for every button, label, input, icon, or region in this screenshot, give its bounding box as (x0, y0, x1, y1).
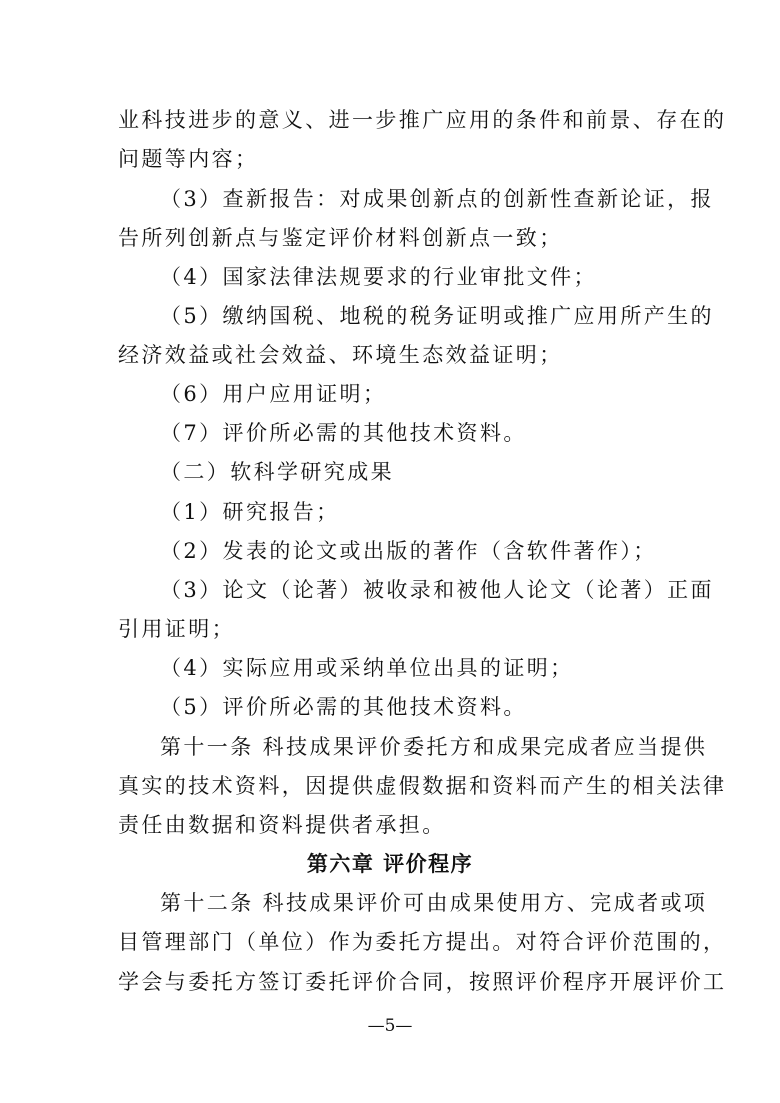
section-subheading: （二）软科学研究成果 (160, 460, 394, 484)
list-item-line: （3）查新报告：对成果创新点的创新性查新论证，报 (160, 187, 714, 211)
page-number: —5— (367, 1016, 413, 1036)
list-item-line: （2）发表的论文或出版的著作（含软件著作）； (160, 539, 657, 563)
paragraph-line: 引用证明； (118, 617, 235, 641)
paragraph-line: 告所列创新点与鉴定评价材料创新点一致； (118, 226, 563, 250)
list-item-line: （5）缴纳国税、地税的税务证明或推广应用所产生的 (160, 304, 714, 328)
list-item-line: （1）研究报告； (160, 500, 340, 524)
paragraph-line: 问题等内容； (118, 147, 259, 171)
paragraph-line: 业科技进步的意义、进一步推广应用的条件和前景、存在的 (118, 108, 727, 132)
paragraph-line: 真实的技术资料，因提供虚假数据和资料而产生的相关法律 (118, 774, 727, 798)
list-item-line: （7）评价所必需的其他技术资料。 (160, 421, 527, 445)
article-line: 第十一条 科技成果评价委托方和成果完成者应当提供 (160, 735, 708, 759)
list-item-line: （4）国家法律法规要求的行业审批文件； (160, 265, 597, 289)
paragraph-line: 学会与委托方签订委托评价合同，按照评价程序开展评价工 (118, 970, 727, 994)
paragraph-line: 责任由数据和资料提供者承担。 (118, 813, 446, 837)
paragraph-line: 目管理部门（单位）作为委托方提出。对符合评价范围的， (118, 930, 727, 954)
list-item-line: （3）论文（论著）被收录和被他人论文（论著）正面 (160, 578, 714, 602)
list-item-line: （6）用户应用证明； (160, 382, 387, 406)
list-item-line: （5）评价所必需的其他技术资料。 (160, 695, 527, 719)
article-line: 第十二条 科技成果评价可由成果使用方、完成者或项 (160, 891, 708, 915)
chapter-heading: 第六章 评价程序 (306, 851, 474, 876)
list-item-line: （4）实际应用或采纳单位出具的证明； (160, 656, 574, 680)
paragraph-line: 经济效益或社会效益、环境生态效益证明； (118, 343, 563, 367)
